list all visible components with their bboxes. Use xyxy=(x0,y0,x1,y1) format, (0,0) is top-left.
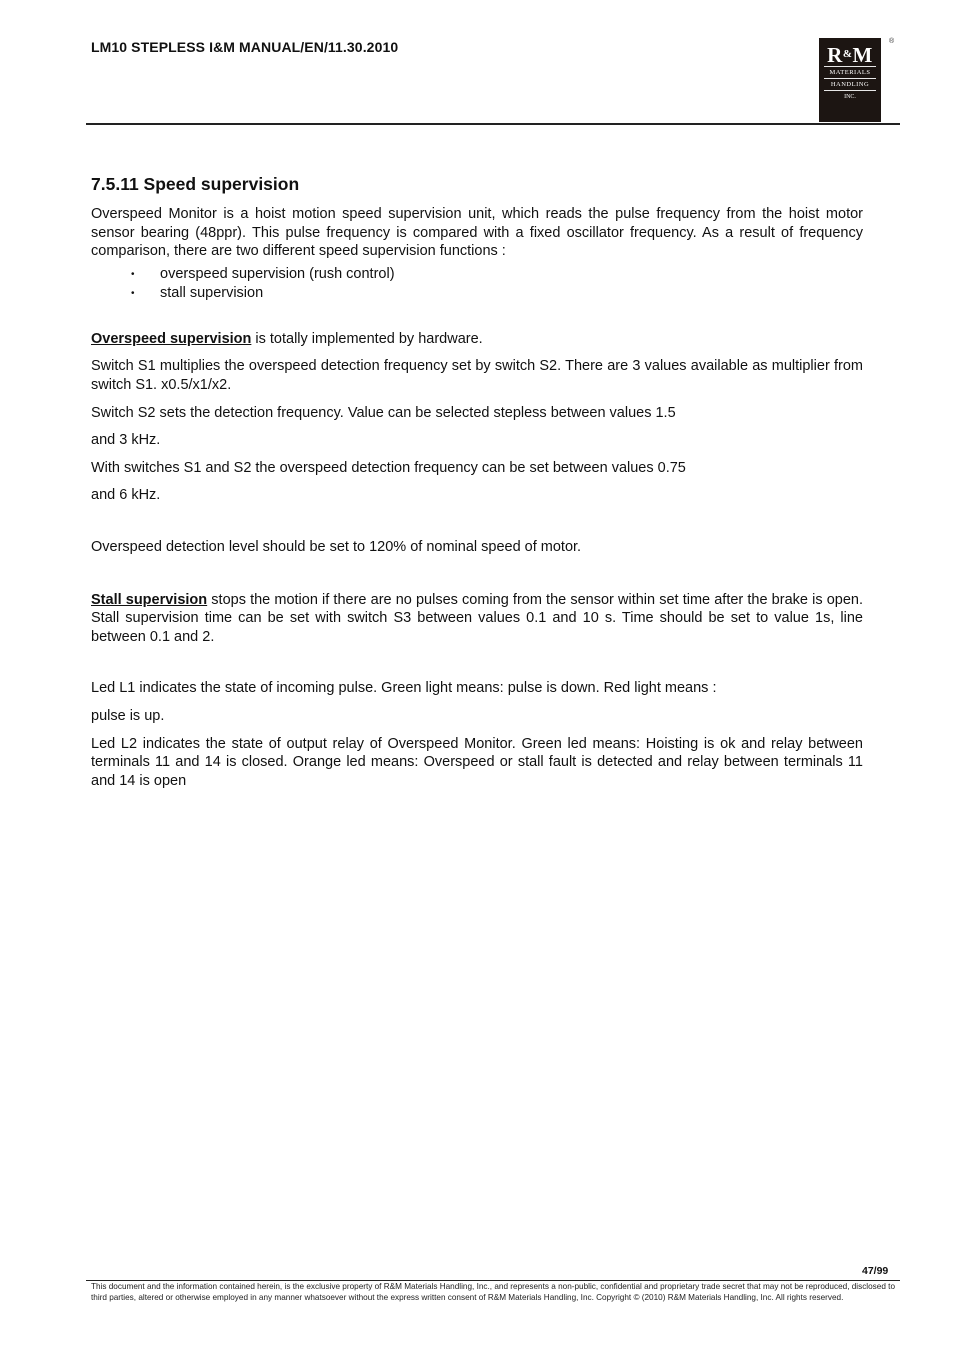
overspeed-term: Overspeed supervision xyxy=(91,330,252,347)
bullet-icon: • xyxy=(131,288,135,300)
spacer xyxy=(91,557,863,591)
supervision-functions-list xyxy=(91,265,863,304)
intro-paragraph: Overspeed Monitor is a hoist motion speed supervision unit, which reads the pulse frequency from the hoist motor sensor bearing (48ppr). This pulse frequency is compared with a fixed oscillator frequency. As a result of frequency comparison, there are two different speed supervision functions : xyxy=(91,206,863,260)
section-heading: 7.5.11 Speed supervision xyxy=(91,174,300,194)
document-header-title: LM10 STEPLESS I&M MANUAL/EN/11.30.2010 xyxy=(91,39,399,55)
logo-line-inc: INC. xyxy=(844,94,856,100)
logo-mark: R&M xyxy=(827,43,873,67)
led-l2-paragraph: Led L2 indicates the state of output relay of Overspeed Monitor. Green led means: Hoisting is ok and relay between terminals 11 and 14 is closed. Orange led means: Overspeed or stall fault is detected and relay between terminals 11 and 14 is open xyxy=(91,735,863,789)
list-item: • stall supervision xyxy=(91,284,863,304)
spacer xyxy=(91,646,863,679)
company-logo xyxy=(819,38,881,122)
confidentiality-notice: This document and the information contained herein, is the exclusive property of R&M Materials Handling, Inc., and represents a non-public, confidential and proprietary trade secret that may not be reproduced, disclosed to third parties, altered or otherwise employed in any manner whatsoever without the express written consent of R&M Materials Handling, Inc. Copyright © (2010) R&M Materials Handling, Inc. All rights reserved. xyxy=(91,1282,895,1302)
header-divider xyxy=(86,123,900,125)
list-item: • overspeed supervision (rush control) xyxy=(91,265,863,285)
footer-divider xyxy=(86,1280,900,1281)
led-l1-paragraph-cont: pulse is up. xyxy=(91,707,165,724)
spacer xyxy=(91,304,863,330)
led-l1-paragraph: Led L1 indicates the state of incoming pulse. Green light means: pulse is down. Red light means : xyxy=(91,680,717,697)
stall-paragraph: Stall supervision stops the motion if there are no pulses coming from the sensor within set time after the brake is open. Stall supervision time can be set with switch S3 between values 0.1 and 10 s. Time should be set to value 1s, line between 0.1 and 2. xyxy=(91,591,863,645)
switch-s2-paragraph: Switch S2 sets the detection frequency. Value can be selected stepless between values 1.5 xyxy=(91,404,676,421)
spacer xyxy=(91,505,863,538)
switch-s1-s2-paragraph-cont: and 6 kHz. xyxy=(91,487,161,504)
detection-level-paragraph: Overspeed detection level should be set to 120% of nominal speed of motor. xyxy=(91,538,582,555)
overspeed-paragraph: Overspeed supervision is totally implemented by hardware. xyxy=(91,330,483,347)
page-content xyxy=(91,172,863,790)
switch-s2-paragraph-cont: and 3 kHz. xyxy=(91,432,161,449)
switch-s1-paragraph: Switch S1 multiplies the overspeed detection frequency set by switch S2. There are 3 values available as multiplier from switch S1. x0.5/x1/x2. xyxy=(91,358,863,393)
logo-line-materials: MATERIALS xyxy=(829,69,871,76)
stall-term: Stall supervision xyxy=(91,591,208,608)
bullet-icon: • xyxy=(131,268,135,280)
switch-s1-s2-paragraph: With switches S1 and S2 the overspeed detection frequency can be set between values 0.75 xyxy=(91,459,686,476)
registered-mark: ® xyxy=(889,38,895,45)
logo-line-handling: HANDLING xyxy=(830,81,870,88)
page-number: 47/99 xyxy=(862,1265,889,1277)
